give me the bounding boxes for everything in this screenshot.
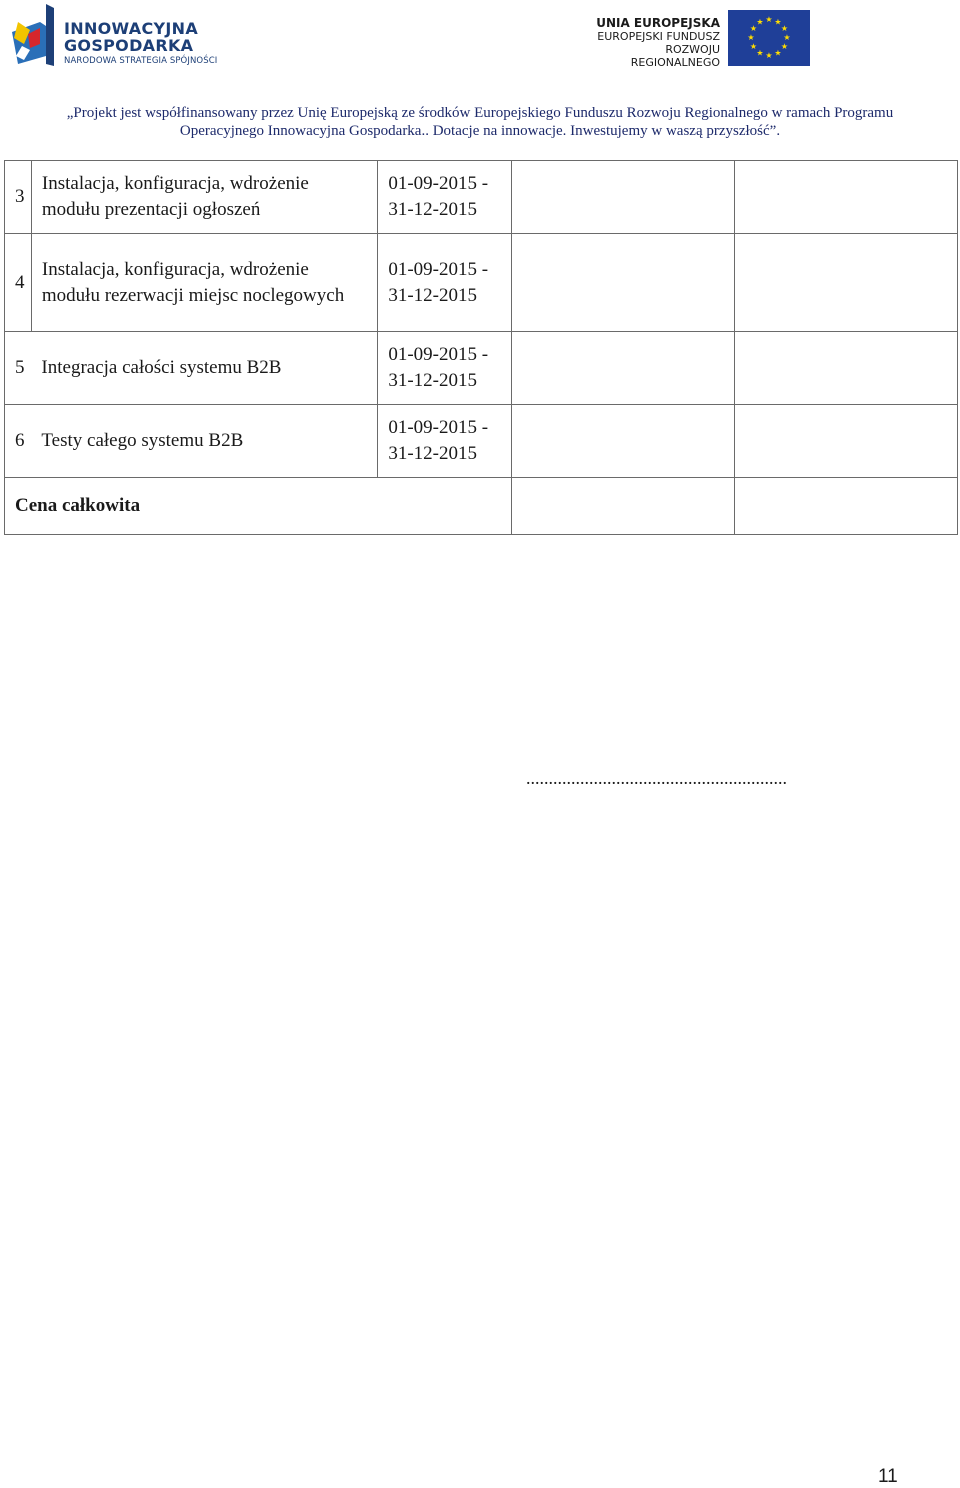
innowacyjna-gospodarka-emblem-icon: [10, 4, 58, 68]
table-row: [5, 234, 958, 332]
total-label: Cena całkowita: [5, 478, 512, 535]
schedule-table: [4, 160, 958, 535]
total-value-cell: [734, 478, 957, 535]
date-range: [378, 332, 511, 405]
date-from: 01-09-2015 -: [388, 173, 489, 194]
eu-flag-icon: [728, 10, 810, 66]
row-number: 3: [5, 161, 32, 234]
svg-text:★: ★: [747, 33, 755, 42]
funding-line1: „Projekt jest współfinansowany przez Unię Europejską ze środków Europejskiego Funduszu Rozwoju Regionalnego w ramach Programu: [66, 105, 894, 121]
eu-logo-line3: ROZWOJU REGIONALNEGO: [630, 43, 720, 69]
svg-text:★: ★: [749, 24, 758, 33]
svg-text:★: ★: [765, 51, 773, 60]
task-text: Integracja całości systemu B2B: [41, 357, 282, 378]
eu-fund-logo: [580, 10, 812, 68]
row-number: 5: [5, 332, 32, 405]
date-from: 01-09-2015 -: [388, 258, 489, 280]
row-number: 6: [5, 405, 32, 478]
task-text: Testy całego systemu B2B: [41, 430, 244, 451]
empty-cell: [511, 332, 734, 405]
task-text: Instalacja, konfiguracja, wdrożenie modułu rezerwacji miejsc noclegowych: [41, 258, 345, 306]
task-description: [31, 161, 377, 234]
empty-cell: [511, 234, 734, 332]
eu-logo-text: [580, 16, 720, 69]
svg-text:★: ★: [765, 15, 773, 24]
eu-logo-line1: UNIA EUROPEJSKA: [596, 16, 720, 30]
page-number: 11: [878, 1466, 898, 1487]
table-row: [5, 405, 958, 478]
total-row: [5, 478, 958, 535]
funding-statement: [0, 104, 960, 140]
task-text: Instalacja, konfiguracja, wdrożenie modułu prezentacji ogłoszeń: [41, 173, 309, 220]
date-range: [378, 234, 511, 332]
innowacyjna-gospodarka-logo: [10, 4, 218, 70]
table-row: [5, 332, 958, 405]
svg-text:★: ★: [774, 48, 782, 58]
empty-cell: [511, 161, 734, 234]
empty-cell: [734, 332, 957, 405]
svg-text:★: ★: [756, 17, 764, 27]
logo-text-line2: GOSPODARKA: [64, 36, 194, 55]
empty-cell: [734, 161, 957, 234]
task-description: [31, 405, 377, 478]
total-value-cell: [511, 478, 734, 535]
date-from: 01-09-2015 -: [388, 344, 489, 365]
svg-text:★: ★: [749, 42, 758, 51]
logo-text-line1: INNOWACYJNA: [64, 19, 199, 38]
date-to: 31-12-2015: [388, 443, 477, 464]
date-range: [378, 405, 511, 478]
date-to: 31-12-2015: [388, 199, 477, 220]
row-number: 4: [5, 234, 32, 332]
signature-line: ..........................................................: [526, 768, 787, 788]
svg-text:★: ★: [780, 24, 789, 33]
svg-text:★: ★: [780, 42, 789, 51]
empty-cell: [734, 234, 957, 332]
empty-cell: [511, 405, 734, 478]
empty-cell: [734, 405, 957, 478]
date-from: 01-09-2015 -: [388, 417, 489, 438]
eu-logo-line2: EUROPEJSKI FUNDUSZ: [597, 30, 720, 43]
task-description: [31, 234, 377, 332]
date-to: 31-12-2015: [388, 284, 477, 306]
svg-text:★: ★: [774, 17, 782, 27]
date-to: 31-12-2015: [388, 370, 477, 391]
funding-line2: Operacyjnego Innowacyjna Gospodarka.. Dotacje na innowacje. Inwestujemy w waszą przyszłość”.: [179, 123, 781, 139]
date-range: [378, 161, 511, 234]
table-row: [5, 161, 958, 234]
logo-text-line3: NARODOWA STRATEGIA SPÓJNOŚCI: [64, 56, 218, 66]
svg-text:★: ★: [783, 33, 791, 42]
task-description: [31, 332, 377, 405]
svg-text:★: ★: [756, 48, 764, 58]
